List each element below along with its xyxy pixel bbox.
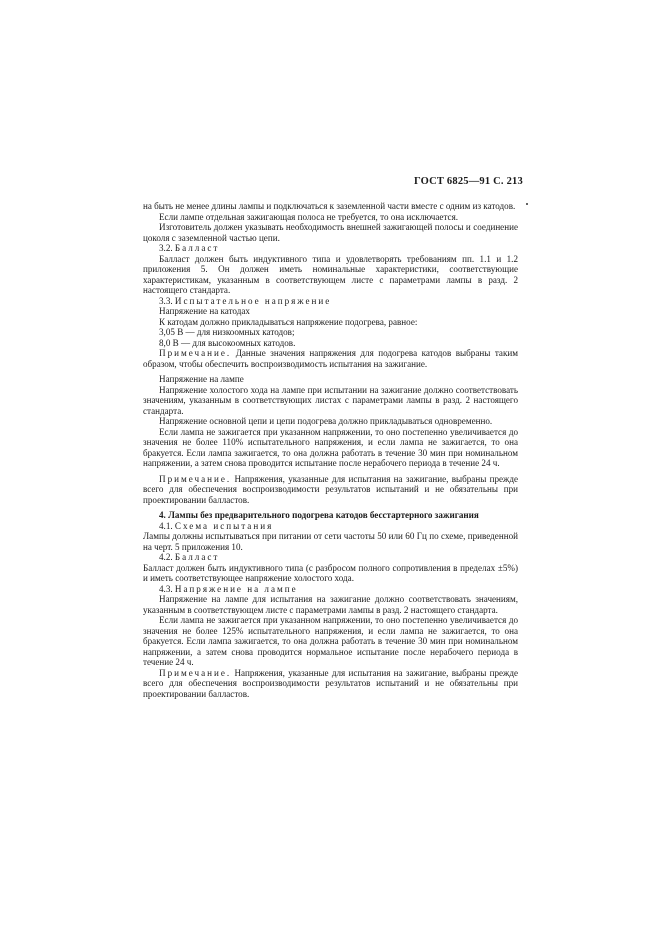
paragraph: [143, 563, 518, 584]
paragraph-text: 3,05 В — для низкоомных катодов;: [159, 327, 295, 337]
page-header: ГОСТ 6825—91 С. 213: [414, 176, 523, 187]
paragraph: [143, 212, 518, 223]
section-heading: Испытательное напряжение: [174, 295, 332, 306]
paragraph-text: Напряжение на лампе для испытания на зажигание должно соответствовать значениям, указанным в соответствующем листе с параметрами лампы в разд. 2 настоящего стандарта.: [143, 594, 518, 615]
paragraph: [143, 222, 518, 243]
paragraph-text: Если лампа не зажигается при указанном напряжении, то оно постепенно увеличивается до значения не более 110% испытательного напряжения, и если лампа не зажигается, то она бракуется. Если лампа зажигается, то она должна работать в течение 30 мин при номинальном напряжении, а затем снова проводится испытание после нерабочего периода в течение 24 ч.: [143, 426, 518, 468]
paragraph: [143, 374, 518, 385]
section-title: 4. Лампы без предварительного подогрева катодов бесстартерного зажигания: [159, 510, 479, 520]
paragraph-text: Изготовитель должен указывать необходимость внешней зажигающей полосы и соединение цоколя с заземленной частью цепи.: [143, 222, 518, 243]
section-heading: Напряжение на лампе: [174, 583, 298, 594]
section-heading: Балласт: [174, 243, 220, 253]
paragraph: [143, 327, 518, 338]
paragraph-text: Напряжение основной цепи и цепи подогрева должно прикладываться одновременно.: [159, 416, 493, 426]
note-label: Примечание.: [159, 473, 232, 484]
paragraph: [143, 201, 518, 212]
section-heading-line: [143, 296, 518, 307]
paragraph: [143, 254, 518, 296]
section-heading-line: [143, 243, 518, 254]
section-heading-line: [143, 584, 518, 595]
scan-speck: [526, 203, 528, 205]
paragraph: [143, 594, 518, 615]
paragraph-text: Напряжение холостого хода на лампе при испытании на зажигание должно соответствовать значениям, указанным в соответствующих листах с параметрами лампы в разд. 2 настоящего стандарта.: [143, 384, 518, 416]
paragraph: [143, 306, 518, 317]
paragraph: [143, 668, 518, 700]
section-heading: Балласт: [174, 552, 220, 562]
paragraph-text: Напряжение на катодах: [159, 306, 250, 316]
note-label: Примечание.: [159, 667, 232, 678]
section-number: 3.3.: [159, 295, 173, 306]
paragraph: [143, 427, 518, 469]
paragraph-text: Балласт должен быть индуктивного типа и удовлетворять требованиям пп. 1.1 и 1.2 приложения 5. Он должен иметь номинальные характеристики, соответствующие характеристикам, указанным в соответствующем листе с параметрами лампы в разд. 2 настоящего стандарта.: [143, 253, 518, 295]
paragraph: [143, 615, 518, 668]
paragraph-text: на быть не менее длины лампы и подключаться к заземленной части вместе с одним из катодов.: [143, 201, 516, 211]
paragraph: [143, 338, 518, 349]
paragraph: [143, 416, 518, 427]
section-heading: Схема испытания: [174, 520, 274, 531]
section-heading-line: [143, 552, 518, 563]
paragraph-text: Напряжение на лампе: [159, 374, 244, 384]
body-text: [143, 201, 518, 699]
paragraph-text: Если лампа не зажигается при указанном напряжении, то оно постепенно увеличивается до значения не более 125% испытательного напряжения, и если лампа не зажигается, то она бракуется. Если лампа зажигается, то она должна работать в течение 30 мин при номинальном напряжении, а затем снова проводится нормальное испытание после нерабочего периода в течение 24 ч.: [143, 615, 518, 667]
paragraph: [143, 510, 518, 521]
paragraph-text: Напряжения, указанные для испытания на зажигание, выбраны прежде всего для обеспечения воспроизводимости результатов испытаний и не обязательны при проектировании балластов.: [143, 667, 518, 699]
paragraph-text: Напряжения, указанные для испытания на зажигание, выбраны прежде всего для обеспечения воспроизводимости результатов испытаний и не обязательны при проектировании балластов.: [143, 473, 518, 505]
section-number: 4.2.: [159, 552, 173, 562]
paragraph-text: К катодам должно прикладываться напряжение подогрева, равное:: [159, 316, 418, 327]
note-label: Примечание.: [159, 348, 232, 358]
paragraph-text: Балласт должен быть индуктивного типа (с разбросом полного сопротивления в пределах ±5%) и иметь соответствующее напряжение холостого хода.: [143, 562, 518, 583]
paragraph: [143, 531, 518, 552]
section-number: 4.3.: [159, 583, 173, 594]
paragraph-text: 8,0 В — для высокоомных катодов.: [159, 337, 296, 348]
paragraph-text: Если лампе отдельная зажигающая полоса не требуется, то она исключается.: [159, 211, 459, 222]
paragraph-text: Лампы должны испытываться при питании от сети частоты 50 или 60 Гц по схеме, приведенной на черт. 5 приложения 10.: [143, 531, 518, 552]
paragraph: [143, 317, 518, 328]
section-heading-line: [143, 521, 518, 532]
section-number: 4.1.: [159, 520, 173, 531]
paragraph-text: Данные значения напряжения для подогрева катодов выбраны таким образом, чтобы обеспечить воспроизводимость испытания на зажигание.: [143, 348, 518, 369]
paragraph: [143, 474, 518, 506]
paragraph: [143, 348, 518, 369]
paragraph: [143, 385, 518, 417]
section-number: 3.2.: [159, 243, 173, 253]
